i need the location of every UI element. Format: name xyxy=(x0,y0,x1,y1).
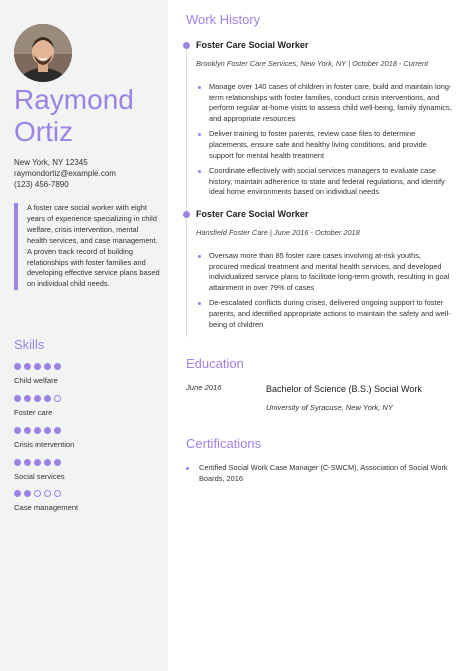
list-item: De-escalated conflicts during crises, delivered ongoing support to foster parents, and identified appropriate actions to maintain the safety and well-being of children xyxy=(196,298,452,330)
certifications-heading: Certifications xyxy=(186,436,262,451)
skill-rating-4 xyxy=(14,490,61,498)
job-marker-0 xyxy=(183,42,190,49)
last-name: Ortiz xyxy=(14,116,74,147)
email[interactable]: raymondortiz@example.com xyxy=(14,169,116,178)
skill-label-social-services: Social services xyxy=(14,472,65,481)
rating-dot-filled xyxy=(44,395,51,402)
rating-dot-filled xyxy=(24,490,31,497)
rating-dot-filled xyxy=(14,363,21,370)
rating-dot-filled xyxy=(44,459,51,466)
skill-rating-1 xyxy=(14,395,61,403)
list-item: Manage over 140 cases of children in foster care, build and maintain long-term relationships with foster families, conduct crisis interventions, and perform regular at-home visits to assess child well-being, family dynamics, and appropriate resources xyxy=(196,82,452,124)
job-bullets-1 xyxy=(196,251,452,335)
rating-dot-filled xyxy=(24,427,31,434)
rating-dot-empty xyxy=(34,490,41,497)
skills-heading: Skills xyxy=(14,337,45,352)
education-date: June 2016 xyxy=(186,383,222,392)
rating-dot-filled xyxy=(34,459,41,466)
skill-label-child-welfare: Child welfare xyxy=(14,376,58,385)
rating-dot-filled xyxy=(24,395,31,402)
rating-dot-filled xyxy=(54,427,61,434)
first-name: Raymond xyxy=(14,84,134,115)
rating-dot-filled xyxy=(14,459,21,466)
phone: (123) 456-7890 xyxy=(14,180,69,189)
timeline-line xyxy=(186,47,187,337)
skill-label-foster-care: Foster care xyxy=(14,408,53,417)
rating-dot-filled xyxy=(54,459,61,466)
rating-dot-filled xyxy=(24,363,31,370)
work-history-heading: Work History xyxy=(186,12,261,27)
job-subtitle-1: Hansfield Foster Care | June 2016 - October 2018 xyxy=(196,228,360,237)
education-degree: Bachelor of Science (B.S.) Social Work xyxy=(266,384,422,394)
skill-label-case-management: Case management xyxy=(14,503,79,512)
rating-dot-filled xyxy=(14,427,21,434)
location: New York, NY 12345 xyxy=(14,158,88,167)
rating-dot-empty xyxy=(54,490,61,497)
job-title-0: Foster Care Social Worker xyxy=(196,40,309,50)
list-item: Oversaw more than 85 foster care cases involving at-risk youths, procured medical treatment and mental health services, and developed individualized service plans to facilitate long-term growth, resulting in goal attainment in over 79% of cases xyxy=(196,251,452,293)
job-bullets-0 xyxy=(196,82,452,203)
skill-rating-3 xyxy=(14,459,61,467)
education-school: University of Syracuse, New York, NY xyxy=(266,403,393,412)
rating-dot-empty xyxy=(54,395,61,402)
job-subtitle-0: Brooklyn Foster Care Services, New York, NY | October 2018 - Current xyxy=(196,59,429,68)
job-title-1: Foster Care Social Worker xyxy=(196,209,309,219)
education-heading: Education xyxy=(186,356,244,371)
avatar xyxy=(14,24,72,82)
rating-dot-filled xyxy=(34,427,41,434)
profile-photo xyxy=(14,24,72,82)
summary: A foster care social worker with eight years of experience specializing in child welfare, crisis intervention, mental health services, and case management. A proven track record of building relationships with foster families and developing effective service plans based on individual child needs. xyxy=(14,203,160,290)
rating-dot-filled xyxy=(34,363,41,370)
rating-dot-filled xyxy=(34,395,41,402)
certifications-list xyxy=(186,463,456,484)
rating-dot-filled xyxy=(54,363,61,370)
rating-dot-filled xyxy=(44,427,51,434)
list-item: Certified Social Work Case Manager (C-SWCM), Association of Social Work Boards, 2016 xyxy=(186,463,456,484)
rating-dot-filled xyxy=(44,363,51,370)
rating-dot-filled xyxy=(14,395,21,402)
skill-rating-2 xyxy=(14,427,61,435)
skill-label-crisis-intervention: Crisis intervention xyxy=(14,440,75,449)
skill-rating-0 xyxy=(14,363,61,371)
rating-dot-filled xyxy=(14,490,21,497)
job-marker-1 xyxy=(183,211,190,218)
list-item: Deliver training to foster parents, review case files to determine placements, ensure safe and healthy living conditions, and provide support for mental health treatment xyxy=(196,129,452,161)
rating-dot-filled xyxy=(24,459,31,466)
list-item: Coordinate effectively with social services managers to evaluate case history, maintain adherence to state and federal regulations, and identify ideal home environments based on individual needs xyxy=(196,166,452,198)
rating-dot-empty xyxy=(44,490,51,497)
sidebar xyxy=(0,0,168,671)
